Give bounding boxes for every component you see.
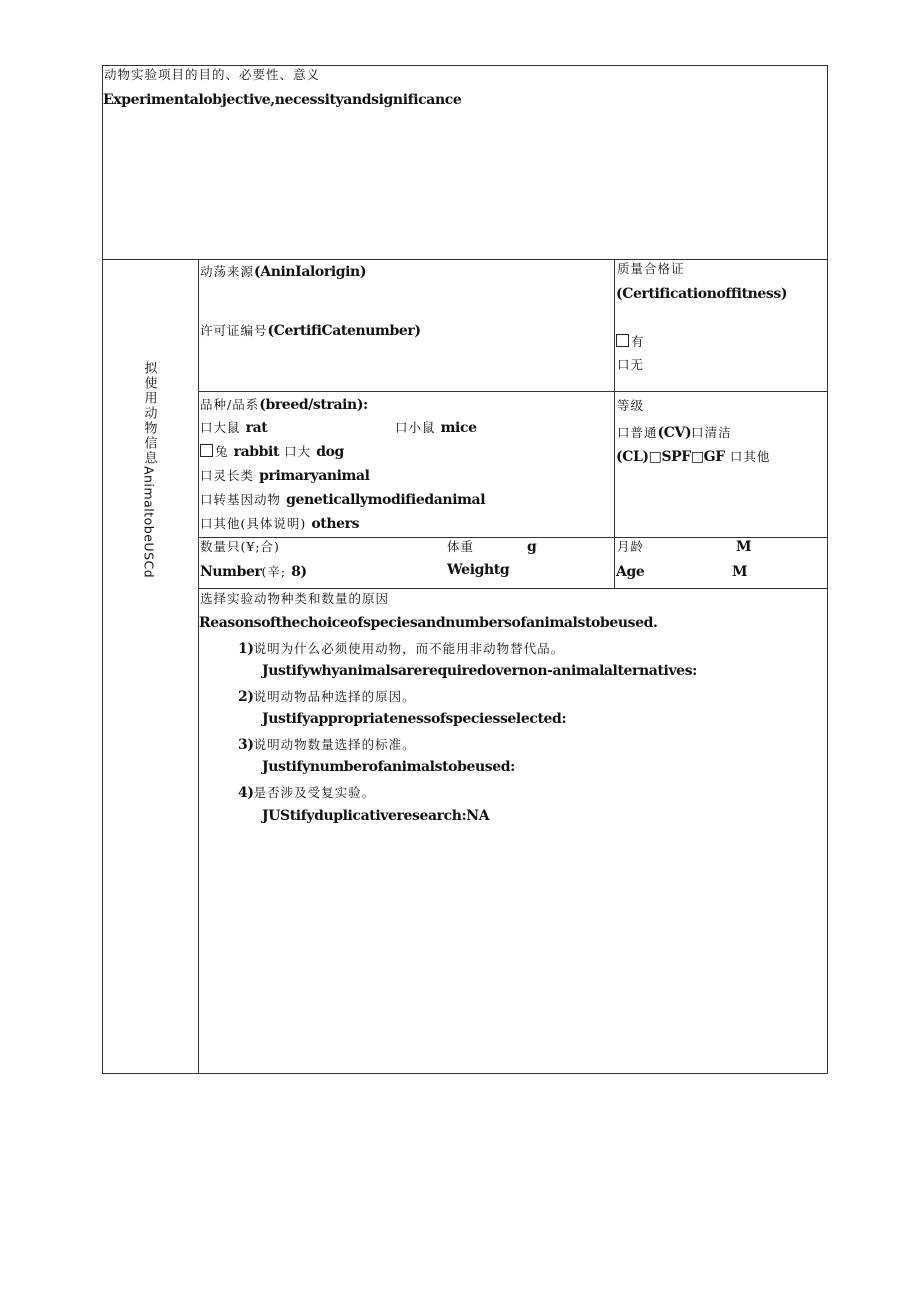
side-label-cn: 拟使用动物信息 [141, 361, 157, 466]
reasons-label-en: Reasonsofthechoiceofspeciesandnumbersofanimalstobeused. [199, 615, 658, 631]
origin-label-en: (AninIalorigin) [254, 264, 367, 280]
checkbox-icon[interactable] [200, 444, 213, 457]
breed-option-primate[interactable] [200, 467, 370, 483]
breed-option-rat[interactable] [200, 419, 267, 435]
rat-label-cn: 口大鼠 [200, 420, 241, 435]
primate-label-cn: 口灵长类 [200, 468, 255, 483]
reason-3-cn: 说明动物数量选择的标准。 [253, 737, 416, 752]
mice-label-cn: 口小鼠 [395, 420, 436, 435]
age-label-en: Age [616, 564, 645, 580]
divider-breed [198, 537, 828, 538]
reason-1-cn: 说明为什么必须使用动物，而不能用非动物替代品。 [253, 641, 565, 656]
grade-label: 等级 [617, 398, 645, 413]
origin-label-cn: 动荡来源 [200, 264, 255, 279]
permit-label-cn: 许可证编号 [200, 323, 268, 338]
reason-2-cn: 说明动物品种选择的原因。 [253, 689, 416, 704]
reason-item-2-cn [238, 688, 416, 704]
grade-cl-spf-gf: (CL)□SPF□GF [616, 449, 725, 465]
grade-cv-en: (CV) [657, 425, 692, 441]
others-label-cn: 口其他(具体说明) [200, 516, 307, 531]
reasons-label-cn: 选择实验动物种类和数量的原因 [200, 591, 390, 606]
grade-line-1[interactable] [617, 424, 732, 440]
breed-label-cn: 品种/品系 [200, 397, 260, 412]
weight-label-cn: 体重 [447, 539, 475, 554]
gm-label-cn: 口转基因动物 [200, 492, 282, 507]
weight-label-en: Weightg [447, 562, 510, 578]
rat-label-en: rat [245, 420, 268, 436]
breed-option-rabbit-dog[interactable] [200, 443, 344, 459]
primate-label-en: primaryanimal [259, 468, 370, 484]
grade-line-2[interactable] [616, 448, 770, 464]
side-label-en: AnimaltobeUSCd [141, 466, 157, 579]
grade-cv-cn: 口普通 [617, 425, 658, 440]
number-label-cn: 数量只(¥;合) [200, 539, 280, 554]
rabbit-label-cn: 兔 [215, 444, 229, 459]
grade-other-cn: 口其他 [729, 449, 771, 464]
option-no-label: 无 [630, 357, 645, 372]
breed-label-en: (breed/strain): [259, 397, 368, 413]
dog-label-cn: 口大 [284, 444, 312, 459]
rabbit-label-en: rabbit [233, 444, 280, 460]
reason-item-3-cn [238, 736, 416, 752]
number-en-2: (辛; [261, 564, 287, 579]
reason-item-1-en: Justifywhyanimalsarerequiredovernon-animalalternatives: [262, 663, 697, 679]
breed-option-gm[interactable] [200, 491, 485, 507]
others-label-en: others [311, 516, 360, 532]
reason-3-num: 3) [238, 737, 254, 753]
age-unit-top: M [736, 539, 752, 555]
side-label [142, 361, 156, 578]
divider-origin [198, 391, 828, 392]
mice-label-en: mice [440, 420, 477, 436]
permit-label-en: (CertifiCatenumber) [267, 323, 421, 339]
origin-label [200, 263, 366, 279]
reason-4-num: 4) [238, 785, 254, 801]
certification-label-en: (Certificationoffitness) [616, 286, 788, 302]
certification-option-no[interactable] [617, 359, 644, 372]
animal-application-form [102, 65, 828, 1074]
objective-label-cn: 动物实验项目的目的、必要性、意义 [104, 67, 321, 82]
reason-1-num: 1) [238, 641, 254, 657]
checkbox-icon[interactable] [616, 334, 629, 347]
number-en-3: 8) [291, 564, 307, 580]
divider-number [198, 588, 828, 589]
reason-item-1-cn [238, 640, 564, 656]
reason-item-4-cn [238, 784, 375, 800]
reason-item-4-en: JUStifyduplicativeresearch:NA [262, 808, 490, 824]
age-label-cn: 月龄 [617, 539, 645, 554]
certification-option-yes[interactable] [616, 334, 645, 349]
number-en: Number [200, 564, 262, 580]
breed-option-others[interactable] [200, 515, 359, 531]
dog-label-en: dog [316, 444, 344, 460]
weight-unit: g [527, 539, 537, 555]
reason-item-2-en: Justifyappropriatenessofspeciesselected: [262, 711, 567, 727]
option-yes-label: 有 [631, 334, 645, 349]
objective-label-en: Experimentalobjective,necessityandsignificance [103, 92, 462, 108]
certification-label-cn: 质量合格证 [617, 261, 685, 276]
reason-item-3-en: Justifynumberofanimalstobeused: [262, 759, 515, 775]
checkbox-mark[interactable]: 口 [617, 357, 631, 372]
divider-right-column [614, 259, 615, 588]
reason-4-cn: 是否涉及受复实验。 [253, 785, 376, 800]
divider-side-label [198, 259, 199, 1074]
number-label-en [200, 563, 307, 579]
gm-label-en: geneticallymodifiedanimal [286, 492, 486, 508]
grade-clean-cn: 口清洁 [691, 425, 732, 440]
divider-objective [102, 259, 828, 260]
breed-label [200, 396, 368, 412]
age-unit-bottom: M [732, 564, 748, 580]
breed-option-mice[interactable] [395, 419, 477, 435]
permit-label [200, 322, 421, 338]
reason-2-num: 2) [238, 689, 254, 705]
